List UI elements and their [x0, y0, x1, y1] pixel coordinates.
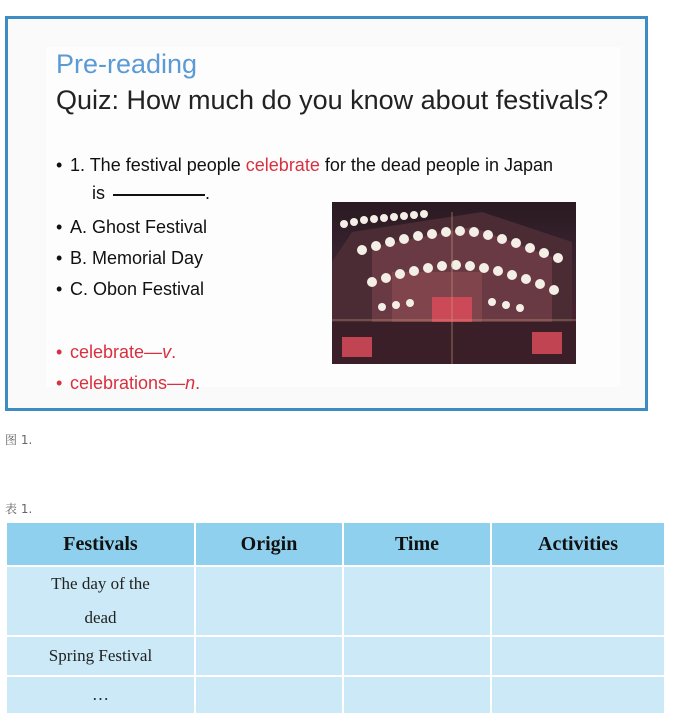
slide-subtitle: Pre-reading: [56, 49, 198, 79]
slide-title: Quiz: How much do you know about festivals?: [56, 85, 609, 115]
obon-festival-photo: [332, 202, 576, 364]
origin-cell: [195, 676, 343, 714]
question-line2: [92, 183, 210, 204]
option-a: [56, 217, 207, 238]
festival-name-cell: Spring Festival: [6, 636, 195, 676]
origin-cell: [195, 566, 343, 636]
slide: [46, 47, 620, 393]
table-caption: 表 1.: [5, 502, 33, 516]
festival-name-cell: …: [6, 676, 195, 714]
option-label: A. Ghost Festival: [70, 217, 208, 237]
option-label: B. Memorial Day: [70, 248, 204, 268]
question-line2-start: is: [92, 183, 105, 203]
vocab-pos: v: [162, 342, 172, 362]
time-cell: [343, 636, 491, 676]
header-activities: Activities: [491, 522, 665, 566]
vocab-dash: —: [167, 373, 186, 393]
vocab-celebrate: [56, 342, 176, 363]
table-row: [6, 566, 665, 636]
bullet-dot: •: [56, 155, 63, 175]
answer-blank: [113, 194, 205, 196]
bullet-dot: •: [56, 279, 63, 299]
option-c: [56, 279, 204, 300]
question-prefix: 1. The festival people: [70, 155, 246, 175]
header-origin: Origin: [195, 522, 343, 566]
table-row: [6, 636, 665, 676]
question-highlight: celebrate: [245, 155, 320, 175]
table-header-row: [6, 522, 665, 566]
vocab-word: celebrations: [70, 373, 168, 393]
bullet-dot: •: [56, 373, 63, 393]
time-cell: [343, 676, 491, 714]
question-suffix: for the dead people in Japan: [319, 155, 554, 175]
festival-name-cell: The day of the dead: [6, 566, 195, 636]
activities-cell: [491, 566, 665, 636]
bullet-dot: •: [56, 248, 63, 268]
vocab-dot: .: [171, 342, 177, 362]
activities-cell: [491, 676, 665, 714]
time-cell: [343, 566, 491, 636]
vocab-pos: n: [185, 373, 196, 393]
vocab-word: celebrate: [70, 342, 145, 362]
activities-cell: [491, 636, 665, 676]
figure-caption: 图 1.: [5, 433, 33, 447]
option-b: [56, 248, 203, 269]
option-label: C. Obon Festival: [70, 279, 205, 299]
figure-frame: [5, 16, 648, 411]
question-line2-end: .: [205, 183, 211, 203]
origin-cell: [195, 636, 343, 676]
bullet-dot: •: [56, 342, 63, 362]
header-festivals: Festivals: [6, 522, 195, 566]
vocab-dot: .: [195, 373, 201, 393]
festival-table: [5, 521, 666, 715]
header-time: Time: [343, 522, 491, 566]
question-bullet: [56, 155, 553, 176]
bullet-dot: •: [56, 217, 63, 237]
vocab-dash: —: [144, 342, 163, 362]
vocab-celebrations: [56, 373, 200, 394]
table-row: [6, 676, 665, 714]
